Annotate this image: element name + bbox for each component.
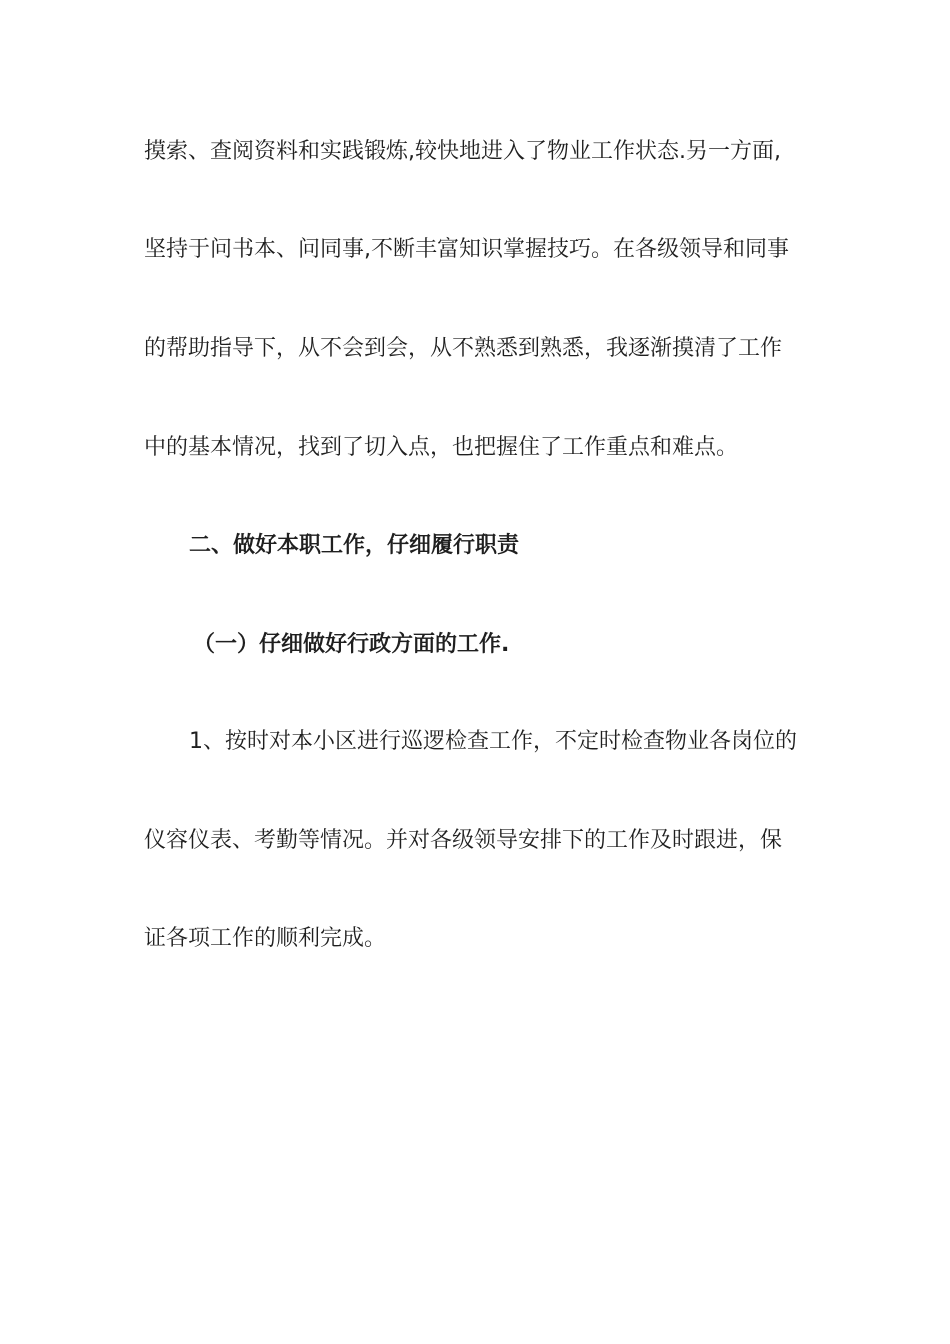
list-item-line: 证各项工作的顺利完成。 (144, 926, 387, 951)
paragraph-line: 的帮助指导下，从不会到会，从不熟悉到熟悉，我逐渐摸清了工作 (144, 336, 783, 361)
subsection-heading: （一）仔细做好行政方面的工作. (193, 632, 510, 657)
paragraph-line: 中的基本情况，找到了切入点，也把握住了工作重点和难点。 (144, 435, 739, 460)
list-item-line: 1、按时对本小区进行巡逻检查工作，不定时检查物业各岗位的 (189, 729, 797, 754)
section-heading: 二、做好本职工作，仔细履行职责 (189, 533, 520, 558)
paragraph-line: 摸索、查阅资料和实践锻炼,较快地进入了物业工作状态.另一方面, (144, 139, 781, 164)
list-item-line: 仪容仪表、考勤等情况。并对各级领导安排下的工作及时跟进，保 (144, 828, 783, 853)
paragraph-line: 坚持于问书本、问同事,不断丰富知识掌握技巧。在各级领导和同事 (144, 237, 789, 262)
